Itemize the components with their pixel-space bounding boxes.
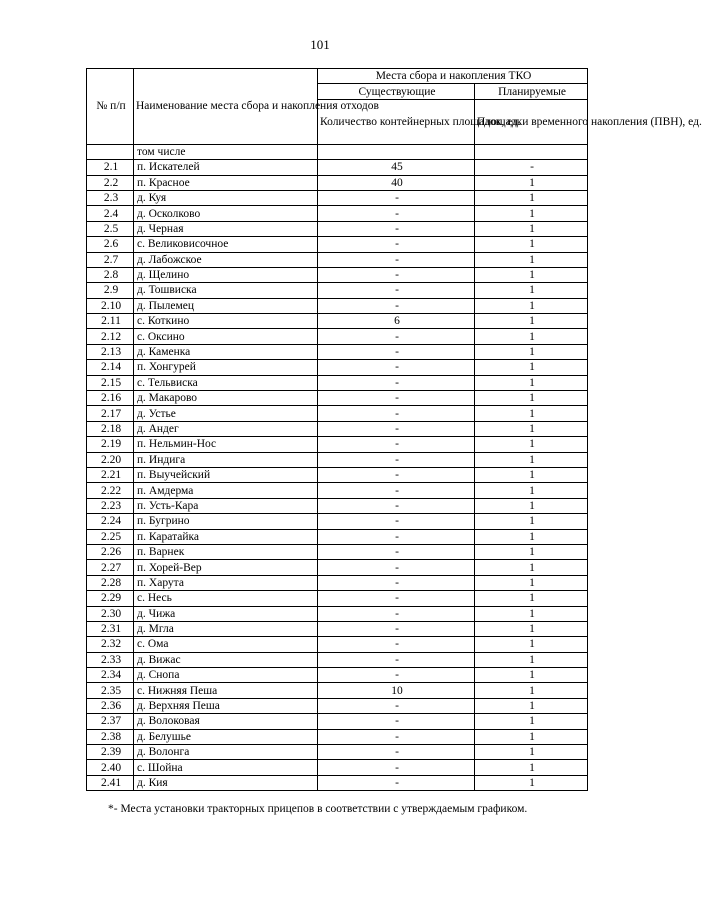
row-num: 2.8: [87, 267, 134, 282]
row-name: д. Лабожское: [134, 252, 318, 267]
row-num: 2.27: [87, 560, 134, 575]
row-planned: 1: [475, 683, 588, 698]
row-name: д. Мгла: [134, 621, 318, 636]
row-name: д. Волоковая: [134, 714, 318, 729]
row-existing: -: [318, 421, 475, 436]
row-name: д. Макарово: [134, 391, 318, 406]
row-existing: -: [318, 637, 475, 652]
row-existing: -: [318, 698, 475, 713]
row-num: 2.15: [87, 375, 134, 390]
row-planned: 1: [475, 498, 588, 513]
table-row: [87, 514, 588, 529]
row-name: п. Нельмин-Нос: [134, 437, 318, 452]
row-existing: -: [318, 267, 475, 282]
row-existing: 40: [318, 175, 475, 190]
row-num: 2.24: [87, 514, 134, 529]
row-planned: 1: [475, 575, 588, 590]
row-existing: -: [318, 714, 475, 729]
header-name: Наименование места сбора и накопления отходов: [134, 69, 318, 145]
row-planned: 1: [475, 421, 588, 436]
row-name: с. Шойна: [134, 760, 318, 775]
row-num: 2.20: [87, 452, 134, 467]
row-planned: 1: [475, 237, 588, 252]
row-num: 2.38: [87, 729, 134, 744]
row-existing: -: [318, 621, 475, 636]
row-planned: 1: [475, 483, 588, 498]
row-num: 2.28: [87, 575, 134, 590]
row-num: 2.22: [87, 483, 134, 498]
row-planned: 1: [475, 252, 588, 267]
table-row: [87, 344, 588, 359]
row-num: 2.10: [87, 298, 134, 313]
row-name: п. Усть-Кара: [134, 498, 318, 513]
row-num: 2.32: [87, 637, 134, 652]
row-existing: -: [318, 237, 475, 252]
row-existing: -: [318, 591, 475, 606]
row-num: 2.35: [87, 683, 134, 698]
row-num: 2.29: [87, 591, 134, 606]
row-planned: 1: [475, 406, 588, 421]
table-row: [87, 267, 588, 282]
row-name: д. Верхняя Пеша: [134, 698, 318, 713]
row-name: д. Вижас: [134, 652, 318, 667]
row-planned: 1: [475, 437, 588, 452]
row-existing: 6: [318, 314, 475, 329]
row-name: д. Андег: [134, 421, 318, 436]
table-row: [87, 606, 588, 621]
table-row: [87, 160, 588, 175]
row-existing: -: [318, 483, 475, 498]
row-name: д. Чижа: [134, 606, 318, 621]
row-num: 2.6: [87, 237, 134, 252]
table-row: [87, 375, 588, 390]
table-row: [87, 544, 588, 559]
row-num: 2.25: [87, 529, 134, 544]
row-planned: -: [475, 160, 588, 175]
table-row: [87, 637, 588, 652]
row-num: 2.7: [87, 252, 134, 267]
row-planned: 1: [475, 544, 588, 559]
row-existing: -: [318, 652, 475, 667]
table-row: [87, 221, 588, 236]
row-name: д. Пылемец: [134, 298, 318, 313]
table-row: [87, 683, 588, 698]
row-num: 2.36: [87, 698, 134, 713]
row-name: с. Коткино: [134, 314, 318, 329]
table-row: [87, 698, 588, 713]
row-name: д. Волонга: [134, 745, 318, 760]
row-name: д. Куя: [134, 190, 318, 205]
row-planned: 1: [475, 267, 588, 282]
table-row: [87, 529, 588, 544]
row-name: д. Черная: [134, 221, 318, 236]
row-planned: 1: [475, 637, 588, 652]
table-row: [87, 406, 588, 421]
table-row: [87, 760, 588, 775]
table-row: [87, 729, 588, 744]
footnote: *- Места установки тракторных прицепов в соответствии с утверждаемым графиком.: [108, 803, 528, 815]
table-row: [87, 668, 588, 683]
row-existing: 45: [318, 160, 475, 175]
row-existing: -: [318, 221, 475, 236]
row-name: п. Красное: [134, 175, 318, 190]
continuation-text: том числе: [134, 144, 318, 159]
table-row: [87, 329, 588, 344]
table-row: [87, 714, 588, 729]
table-row: [87, 652, 588, 667]
table-row: [87, 591, 588, 606]
table-row: [87, 621, 588, 636]
row-existing: -: [318, 467, 475, 482]
row-existing: -: [318, 498, 475, 513]
row-existing: -: [318, 206, 475, 221]
row-num: 2.37: [87, 714, 134, 729]
table-row: [87, 360, 588, 375]
row-num: 2.34: [87, 668, 134, 683]
row-planned: 1: [475, 652, 588, 667]
row-existing: -: [318, 514, 475, 529]
page-number: 101: [310, 37, 330, 52]
row-planned: 1: [475, 606, 588, 621]
row-planned: 1: [475, 360, 588, 375]
row-num: 2.18: [87, 421, 134, 436]
row-name: с. Оксино: [134, 329, 318, 344]
row-existing: -: [318, 391, 475, 406]
row-num: 2.26: [87, 544, 134, 559]
row-name: д. Осколково: [134, 206, 318, 221]
row-num: 2.21: [87, 467, 134, 482]
row-num: 2.9: [87, 283, 134, 298]
row-num: 2.14: [87, 360, 134, 375]
row-planned: 1: [475, 529, 588, 544]
row-existing: -: [318, 329, 475, 344]
header-num: № п/п: [87, 69, 134, 145]
row-name: с. Несь: [134, 591, 318, 606]
row-name: д. Устье: [134, 406, 318, 421]
row-planned: 1: [475, 560, 588, 575]
table-row: [87, 391, 588, 406]
row-name: д. Каменка: [134, 344, 318, 359]
row-num: 2.33: [87, 652, 134, 667]
table-row: [87, 560, 588, 575]
row-existing: -: [318, 252, 475, 267]
row-name: п. Амдерма: [134, 483, 318, 498]
row-num: 2.13: [87, 344, 134, 359]
table-header: [87, 69, 702, 160]
row-planned: 1: [475, 467, 588, 482]
row-existing: -: [318, 668, 475, 683]
row-num: 2.39: [87, 745, 134, 760]
table-row: [87, 452, 588, 467]
row-planned: 1: [475, 283, 588, 298]
table-row: [87, 298, 588, 313]
row-name: п. Хорей-Вер: [134, 560, 318, 575]
table-row: [87, 467, 588, 482]
row-num: 2.1: [87, 160, 134, 175]
table-row: [87, 437, 588, 452]
row-name: с. Великовисочное: [134, 237, 318, 252]
row-name: п. Харута: [134, 575, 318, 590]
row-planned: 1: [475, 698, 588, 713]
row-planned: 1: [475, 775, 588, 790]
row-num: 2.12: [87, 329, 134, 344]
row-existing: -: [318, 452, 475, 467]
row-planned: 1: [475, 452, 588, 467]
row-planned: 1: [475, 175, 588, 190]
row-planned: 1: [475, 375, 588, 390]
row-existing: -: [318, 437, 475, 452]
row-num: 2.31: [87, 621, 134, 636]
table-row: [87, 175, 588, 190]
header-planned-sub: Площадки временного накопления (ПВН), ед.: [475, 99, 588, 144]
row-num: 2.17: [87, 406, 134, 421]
row-existing: -: [318, 190, 475, 205]
table-row: [87, 483, 588, 498]
row-existing: -: [318, 375, 475, 390]
table-body: [87, 160, 588, 791]
row-name: с. Ома: [134, 637, 318, 652]
row-planned: 1: [475, 298, 588, 313]
row-existing: -: [318, 283, 475, 298]
table-row: [87, 206, 588, 221]
row-planned: 1: [475, 514, 588, 529]
row-planned: 1: [475, 314, 588, 329]
table-row: [87, 314, 588, 329]
table-row: [87, 190, 588, 205]
row-name: п. Бугрино: [134, 514, 318, 529]
row-name: п. Индига: [134, 452, 318, 467]
waste-sites-table: [86, 68, 702, 791]
row-num: 2.2: [87, 175, 134, 190]
row-num: 2.3: [87, 190, 134, 205]
row-existing: -: [318, 298, 475, 313]
row-num: 2.4: [87, 206, 134, 221]
row-name: п. Хонгурей: [134, 360, 318, 375]
row-planned: 1: [475, 391, 588, 406]
row-planned: 1: [475, 668, 588, 683]
row-name: д. Снопа: [134, 668, 318, 683]
row-name: п. Искателей: [134, 160, 318, 175]
row-num: 2.5: [87, 221, 134, 236]
row-existing: -: [318, 529, 475, 544]
row-name: п. Каратайка: [134, 529, 318, 544]
row-planned: 1: [475, 221, 588, 236]
row-existing: -: [318, 560, 475, 575]
row-num: 2.30: [87, 606, 134, 621]
row-num: 2.41: [87, 775, 134, 790]
row-planned: 1: [475, 591, 588, 606]
header-existing: Существующие: [318, 84, 475, 99]
row-existing: -: [318, 760, 475, 775]
row-planned: 1: [475, 344, 588, 359]
row-num: 2.23: [87, 498, 134, 513]
header-planned: Планируемые: [475, 84, 588, 99]
row-name: д. Белушье: [134, 729, 318, 744]
row-name: д. Щелино: [134, 267, 318, 282]
row-name: д. Кия: [134, 775, 318, 790]
row-num: 2.19: [87, 437, 134, 452]
row-num: 2.11: [87, 314, 134, 329]
row-existing: -: [318, 406, 475, 421]
row-planned: 1: [475, 760, 588, 775]
table-row: [87, 775, 588, 790]
row-planned: 1: [475, 714, 588, 729]
row-existing: -: [318, 344, 475, 359]
row-name: д. Тошвиска: [134, 283, 318, 298]
row-name: п. Выучейский: [134, 467, 318, 482]
header-existing-sub: Количество контейнерных площадок, ед.: [318, 99, 475, 144]
row-planned: 1: [475, 729, 588, 744]
row-planned: 1: [475, 621, 588, 636]
row-existing: -: [318, 360, 475, 375]
row-existing: -: [318, 745, 475, 760]
row-planned: 1: [475, 329, 588, 344]
table-row: [87, 745, 588, 760]
row-existing: -: [318, 606, 475, 621]
row-planned: 1: [475, 745, 588, 760]
row-name: с. Тельвиска: [134, 375, 318, 390]
table-row: [87, 421, 588, 436]
table-row: [87, 575, 588, 590]
row-planned: 1: [475, 190, 588, 205]
table-row: [87, 237, 588, 252]
header-group: Места сбора и накопления ТКО: [318, 69, 588, 84]
row-existing: 10: [318, 683, 475, 698]
row-existing: -: [318, 544, 475, 559]
row-name: п. Варнек: [134, 544, 318, 559]
table-row: [87, 283, 588, 298]
table-row: [87, 498, 588, 513]
row-name: с. Нижняя Пеша: [134, 683, 318, 698]
row-planned: 1: [475, 206, 588, 221]
row-num: 2.40: [87, 760, 134, 775]
row-existing: -: [318, 575, 475, 590]
row-num: 2.16: [87, 391, 134, 406]
row-existing: -: [318, 775, 475, 790]
row-existing: -: [318, 729, 475, 744]
table-row: [87, 252, 588, 267]
